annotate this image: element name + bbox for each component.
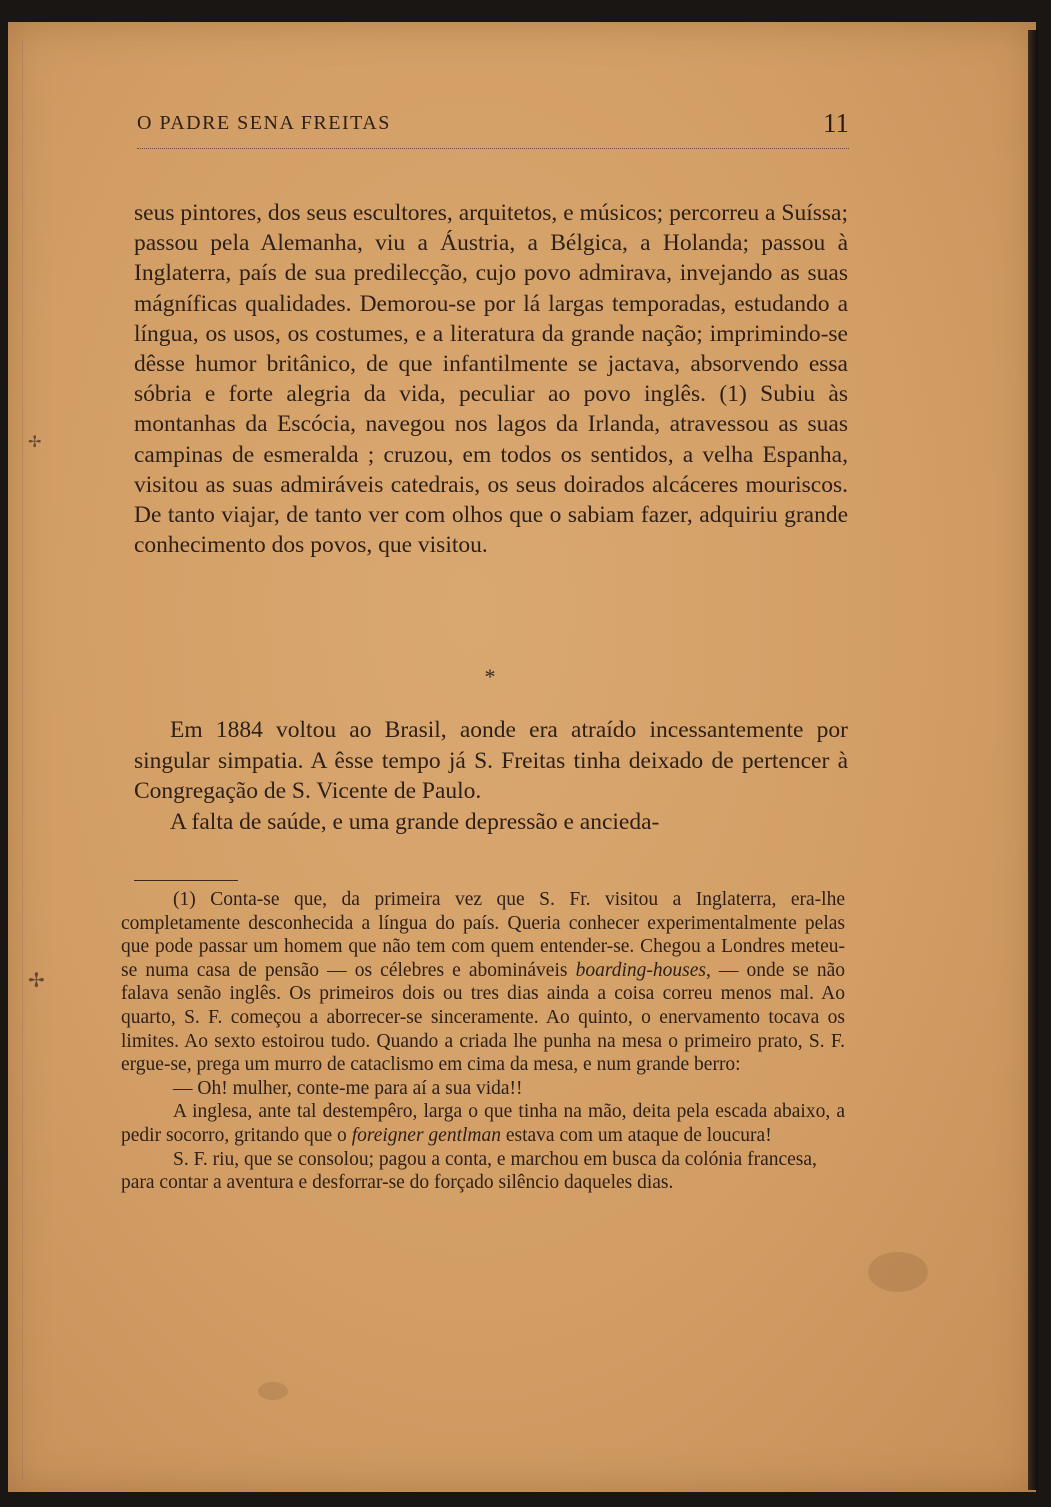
- footnote-italic: foreigner gentlman: [351, 1124, 501, 1146]
- section-separator: *: [484, 664, 496, 689]
- running-header: [137, 108, 849, 149]
- footnote-rule: [134, 880, 238, 881]
- footnote-text: , — onde se não falava senão inglês. Os primeiros dois ou tres dias ainda a coisa correu menos mal. Ao quarto, S. F. começou a aborrecer-se sinceramente. Ao quinto, o enervamento tocava os limites. Ao sexto estoirou tudo. Quando a criada lhe punha na mesa o primeiro prato, S. F. ergue-se, prega um murro de cataclismo em cima da mesa, e num grande berro:: [121, 959, 846, 1076]
- footnote-paragraph: [121, 888, 845, 1077]
- paper-stain: [868, 1252, 928, 1292]
- paragraph: seus pintores, dos seus escultores, arquitetos, e músicos; percorreu a Suíssa; passou pela Alemanha, viu a Áustria, a Bélgica, a Holanda; passou à Inglaterra, país de sua predilecção, cujo povo admirava, invejando as suas mágníficas qualidades. Demorou-se por lá largas temporadas, estudando a língua, os usos, os costumes, e a literatura da grande nação; imprimindo-se dêsse humor britânico, de que infantilmente se jactava, absorvendo essa sóbria e forte alegria da vida, peculiar ao povo inglês. (1) Subiu às montanhas da Escócia, navegou nos lagos da Irlanda, atravessou as suas campinas de esmeralda ; cruzou, em todos os sentidos, a velha Espanha, visitou as suas admiráveis catedrais, os seus doirados alcáceres mouriscos. De tanto viajar, de tanto ver com olhos que o sabiam fazer, adquiriu grande conhecimento dos povos, que visitou.: [134, 200, 848, 559]
- footnote-italic: boarding-houses: [575, 959, 706, 981]
- paper-stain: [258, 1382, 288, 1400]
- footnote: [121, 888, 845, 1195]
- main-text: [134, 198, 848, 560]
- page-fold-line: [22, 40, 23, 1480]
- running-title: O PADRE SENA FREITAS: [137, 112, 391, 134]
- footnote-text: (1) Conta-se que, da primeira vez que S. Fr. visitou a Inglaterra, era-lhe completamente desconhecida a língua do país. Queria conhecer experimentalmente pelas que pode passar um homem que não tem com quem entender-se. Chegou a Londres meteu-se numa casa de pensão — os célebres e abomináveis: [121, 889, 845, 981]
- footnote-paragraph: [121, 1100, 845, 1147]
- book-spine-shadow: [1028, 30, 1038, 1490]
- footnote-text: A inglesa, ante tal destempêro, larga o que tinha na mão, deita pela escada abaixo, a pedir socorro, gritando que o: [121, 1101, 845, 1146]
- footnote-dialogue: — Oh! mulher, conte-me para aí a sua vida!!: [173, 1077, 523, 1099]
- paragraph: Em 1884 voltou ao Brasil, aonde era atraído incessantemente por singular simpatia. A êsse tempo já S. Freitas tinha deixado de pertencer à Congregação de S. Vicente de Paulo.: [134, 717, 848, 805]
- footnote-text: estava com um ataque de loucura!: [505, 1124, 772, 1146]
- margin-mark: ✢: [28, 970, 45, 992]
- paragraph: A falta de saúde, e uma grande depressão e ancieda-: [170, 808, 660, 835]
- main-text-continued: [134, 715, 848, 837]
- margin-mark: ✢: [28, 434, 42, 451]
- page-number: 11: [823, 108, 849, 138]
- footnote-paragraph: S. F. riu, que se consolou; pagou a conta, e marchou em busca da colónia francesa, para contar a aventura e desforrar-se do forçado silêncio daqueles dias.: [121, 1148, 817, 1194]
